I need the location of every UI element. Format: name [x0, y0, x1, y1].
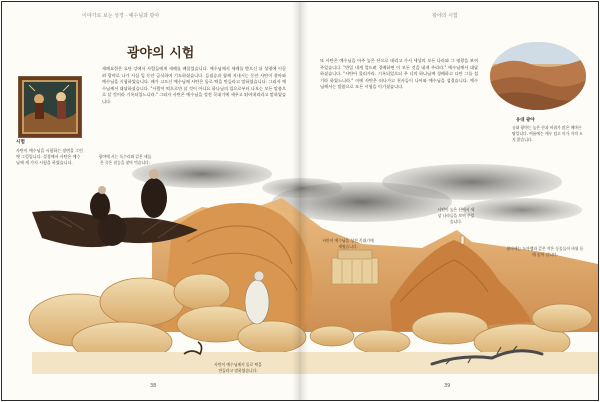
pinnacle-caption: 사탄이 높은 산에서 세상 나라들을 보여 주었습니다. [437, 207, 475, 224]
desert-caption-body: 유대 광야는 높은 산과 바위가 많은 메마른 땅입니다. 여름에는 매우 덥고 비가 거의 오지 않습니다. [512, 125, 583, 142]
vulture-caption: 광야에 사는 독수리와 같은 새들은 죽은 짐승을 찾아 먹습니다. [98, 154, 152, 165]
temple-illustration [332, 250, 378, 284]
page-title: 광야의 시험 [127, 46, 195, 61]
judean-desert-photo [490, 42, 586, 110]
page-number-right: 39 [444, 383, 451, 389]
book-spread [1, 1, 599, 401]
desert-caption-title: 유대 광야 [516, 118, 535, 123]
running-head-right: 광야의 시험 [432, 13, 458, 19]
temple-caption: 사탄이 예수님을 성전 꼭대기에 세웠습니다. [322, 238, 374, 249]
body-text-right: 또 사탄은 예수님을 아주 높은 산으로 데리고 가서 세상의 모든 나라와 그 영광을 보여 주었습니다. "만일 내게 엎드려 경배하면 이 모든 것을 네게 주리라." 예수님께서 대답하셨습니다. "사탄아 물러가라. 기록되었으되 주 너의 하나님께 경배하고 다만 그를 섬기라 하였느니라." 이에 사탄은 떠나가고 천사들이 나아와 예수님을 섬겼습니다. 예수님께서는 말씀으로 모든 시험을 이기셨습니다. [320, 58, 478, 90]
painting-caption-body: 사탄이 예수님을 시험하는 장면을 그린 옛 그림입니다. 성경에서 사탄은 예수님께 세 가지 시험을 하였습니다. [16, 148, 83, 165]
book-gutter [292, 2, 308, 400]
temptation-icon-painting [18, 76, 82, 138]
jesus-caption: 사탄이 예수님께서 돌로 떡을 만들라고 말하였습니다. [214, 362, 262, 373]
running-head-left: 이야기로 보는 성경 · 예수님과 광야 [82, 13, 160, 19]
page-number-left: 38 [150, 383, 157, 389]
figure-on-peak [461, 236, 464, 244]
painting-art [19, 77, 81, 137]
body-text-left: 세례요한은 요단 강에서 사람들에게 세례를 베풀었습니다. 예수님께서 세례를 받으신 뒤 성령에 이끌려 광야로 나가 사십 일 동안 금식하며 기도하셨습니다. 들짐승과 함께 지내시는 동안 사탄이 찾아와 예수님을 시험하였습니다. 배가 고프신 예수님께 사탄은 돌로 떡을 만들라고 말하였습니다. 그러자 예수님께서 대답하셨습니다. "사람이 떡으로만 살 것이 아니요 하나님의 입으로부터 나오는 모든 말씀으로 살 것이라 기록되었느니라." 그러자 사탄은 예수님을 성전 꼭대기에 세우고 뛰어내리라고 말하였습니다. [102, 66, 286, 104]
painting-caption-title: 시험 [16, 140, 25, 145]
lizard-caption: 광야에는 도마뱀과 같은 작은 동물들이 바위 틈에 숨어 삽니다. [506, 246, 584, 257]
desert-photo-art [490, 42, 586, 110]
